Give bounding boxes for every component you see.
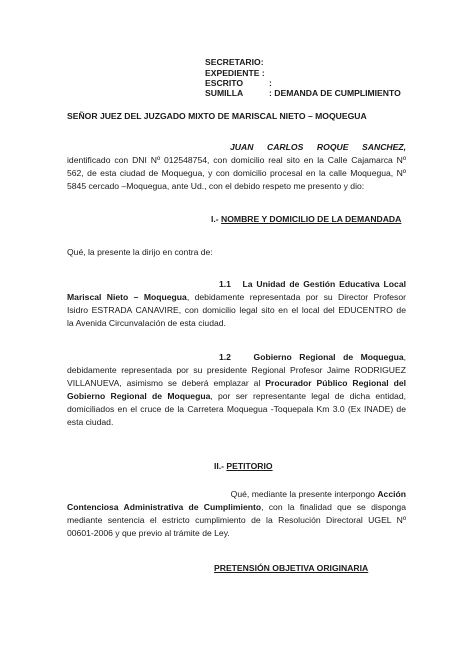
header-secretario xyxy=(205,57,264,68)
escrito-label: ESCRITO xyxy=(205,78,244,88)
petitorio-accion: Acción xyxy=(377,489,406,499)
sumilla-label: SUMILLA xyxy=(205,88,244,98)
item-1-1-line-2-rest: , debidamente representada por su Director Profesor xyxy=(186,292,406,302)
section-1-heading xyxy=(211,214,401,225)
item-1-2-line-5: domiciliados en el cruce de la Carretera Moquegua -Toquepala Km 3.0 (Ex INADE) de xyxy=(67,404,406,414)
petitorio-line-1 xyxy=(218,489,406,500)
petitioner-name-tail: , xyxy=(403,142,406,152)
petitioner-name: JUAN CARLOS ROQUE SANCHEZ xyxy=(230,142,404,152)
intro-name-line xyxy=(230,142,406,153)
item-1-2-line-3 xyxy=(67,378,406,389)
section-1-title: NOMBRE Y DOMICILIO DE LA DEMANDADA xyxy=(221,214,402,224)
header-sumilla xyxy=(205,88,401,99)
item-1-1-line-4: la Avenida Circunvalación de esta ciudad. xyxy=(67,318,226,328)
sumilla-value: : DEMANDA DE CUMPLIMIENTO xyxy=(269,88,401,98)
item-1-2-line-4 xyxy=(67,391,406,402)
section-2-title: PETITORIO xyxy=(226,461,273,471)
item-1-2-line-6: esta ciudad. xyxy=(67,417,114,427)
section-1-number: I.- xyxy=(211,214,222,224)
item-1-2-procurador: Procurador Público Regional del xyxy=(265,378,406,388)
item-1-2-line-4-rest: , por ser representante legal de dicha entidad, xyxy=(210,391,406,401)
intro-line-3: 5845 cercado –Moquegua, ante Ud., con el debido respeto me presento y dio: xyxy=(67,181,365,191)
escrito-colon: : xyxy=(269,78,272,88)
item-1-1-number: 1.1 xyxy=(219,279,231,289)
addressee: SEÑOR JUEZ DEL JUZGADO MIXTO DE MARISCAL NIETO – MOQUEGUA xyxy=(67,111,367,121)
petitorio-line-1-plain: Qué, mediante la presente interpongo xyxy=(230,489,378,499)
intro-line-1: identificado con DNI Nº 012548754, con domicilio real sito en la Calle Cajamarca Nº xyxy=(67,155,406,165)
petitorio-line-3: mediante sentencia el estricto cumplimiento de la Resolución Directoral UGEL Nº xyxy=(67,515,406,525)
item-1-2-number: 1.2 xyxy=(219,352,231,362)
secretario-label: SECRETARIO: xyxy=(205,57,264,67)
expediente-label: EXPEDIENTE : xyxy=(205,68,265,78)
item-1-1-line-1 xyxy=(219,279,406,290)
item-1-1-entity: Mariscal Nieto – Moquegua xyxy=(67,292,187,302)
item-1-1-line-2 xyxy=(67,292,406,303)
item-1-2-title-tail: , xyxy=(403,352,406,362)
item-1-1-line-3: Isidro ESTRADA CANAVIRE, con domicilio legal sito en el local del EDUCENTRO de xyxy=(67,305,406,315)
item-1-1-title: La Unidad de Gestión Educativa Local xyxy=(242,279,406,289)
item-1-2-gobierno: Gobierno Regional de Moquegua xyxy=(67,391,211,401)
item-1-2-line-1 xyxy=(219,352,406,363)
intro-line-2: 562, de esta ciudad de Moquegua, y con domicilio procesal en la calle Moquegua, Nº xyxy=(67,168,406,178)
item-1-2-line-3-plain: VILLANUEVA, asimismo se deberá emplazar al xyxy=(67,378,266,388)
section-1-lead: Qué, la presente la dirijo en contra de: xyxy=(67,247,213,257)
item-1-2-title: Gobierno Regional de Moquegua xyxy=(253,352,404,362)
item-1-2-line-2: debidamente representada por su presidente Regional Profesor Jaime RODRIGUEZ xyxy=(67,365,406,375)
pretension-heading: PRETENSIÓN OBJETIVA ORIGINARIA xyxy=(214,563,369,573)
section-2-heading xyxy=(214,461,273,472)
section-2-number: II.- xyxy=(214,461,227,471)
petitorio-line-2-rest: , con la finalidad que se disponga xyxy=(261,502,406,512)
petitorio-line-4: 00601-2006 y que previo al trámite de Ley. xyxy=(67,528,230,538)
petitorio-accion-type: Contenciosa Administrativa de Cumplimiento xyxy=(67,502,262,512)
petitorio-line-2 xyxy=(67,502,406,513)
